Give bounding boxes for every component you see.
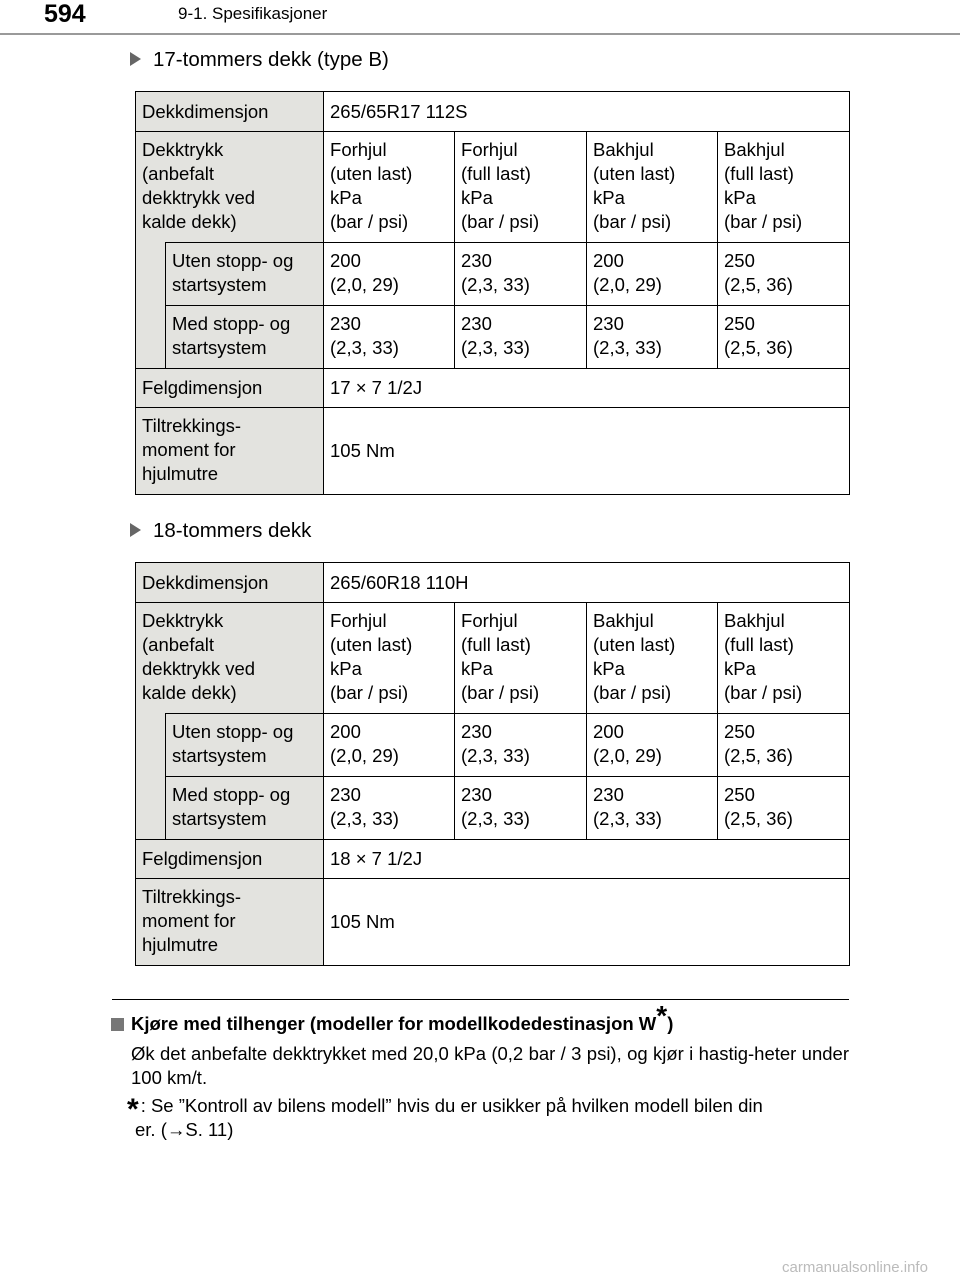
pressure-label: Dekktrykk (anbefalt dekktrykk ved kalde dekk) [136, 132, 324, 243]
heading-text: 17-tommers dekk (type B) [153, 48, 389, 71]
towing-title-text: Kjøre med tilhenger (modeller for modellkodedestinasjon W [131, 1013, 657, 1034]
pressure-value: 230 (2,3, 33) [455, 306, 587, 369]
column-header: Forhjul (full last) kPa (bar / psi) [455, 603, 587, 714]
column-header: Forhjul (uten last) kPa (bar / psi) [324, 132, 455, 243]
table-row [136, 132, 850, 243]
column-header: Bakhjul (uten last) kPa (bar / psi) [587, 603, 718, 714]
row-label: Uten stopp- og startsystem [166, 714, 324, 777]
pressure-value: 200 (2,0, 29) [324, 243, 455, 306]
pressure-label: Dekktrykk (anbefalt dekktrykk ved kalde dekk) [136, 603, 324, 714]
table-row [136, 714, 850, 777]
triangle-bullet-icon [130, 52, 141, 66]
tire-size-value: 265/65R17 112S [324, 92, 850, 132]
torque-label: Tiltrekkings- moment for hjulmutre [136, 408, 324, 495]
table-row [136, 563, 850, 603]
table-row [136, 777, 850, 840]
towing-body: Øk det anbefalte dekktrykket med 20,0 kPa (0,2 bar / 3 psi), og kjør i hastig-heter under 100 km/t. [131, 1043, 849, 1088]
section-title: 9-1. Spesifikasjoner [178, 4, 328, 23]
pressure-value: 230 (2,3, 33) [455, 777, 587, 840]
table-heading-18in [130, 519, 311, 543]
table-row [136, 369, 850, 408]
heading-text: 18-tommers dekk [153, 519, 312, 542]
column-header: Forhjul (full last) kPa (bar / psi) [455, 132, 587, 243]
pressure-value: 230 (2,3, 33) [455, 243, 587, 306]
towing-title-end: ) [667, 1013, 674, 1034]
pressure-value: 230 (2,3, 33) [324, 306, 455, 369]
row-label: Med stopp- og startsystem [166, 306, 324, 369]
pressure-value: 250 (2,5, 36) [718, 306, 850, 369]
table-row [136, 306, 850, 369]
towing-title [111, 999, 674, 1036]
footnote [127, 1094, 849, 1142]
section-divider [112, 999, 849, 1000]
table-row [136, 840, 850, 879]
row-label: Med stopp- og startsystem [166, 777, 324, 840]
footnote-line1: : Se ”Kontroll av bilens modell” hvis du er usikker på hvilken modell bilen din [140, 1095, 763, 1116]
column-header: Bakhjul (full last) kPa (bar / psi) [718, 132, 850, 243]
pressure-value: 200 (2,0, 29) [587, 714, 718, 777]
page-header [0, 0, 960, 34]
pressure-value: 250 (2,5, 36) [718, 777, 850, 840]
rim-size-label: Felgdimensjon [136, 369, 324, 408]
torque-value: 105 Nm [324, 408, 850, 495]
pressure-value: 230 (2,3, 33) [455, 714, 587, 777]
table-row [136, 879, 850, 966]
square-bullet-icon [111, 1018, 124, 1031]
column-header: Forhjul (uten last) kPa (bar / psi) [324, 603, 455, 714]
tire-size-label: Dekkdimensjon [136, 92, 324, 132]
table-row [136, 92, 850, 132]
torque-value: 105 Nm [324, 879, 850, 966]
header-divider [0, 33, 960, 35]
footnote-line2: er. (→S. 11) [135, 1119, 234, 1140]
column-header: Bakhjul (uten last) kPa (bar / psi) [587, 132, 718, 243]
indent-cell [136, 243, 166, 369]
footnote-asterisk: * [127, 1093, 139, 1126]
pressure-value: 250 (2,5, 36) [718, 243, 850, 306]
rim-size-value: 17 × 7 1/2J [324, 369, 850, 408]
table-row [136, 603, 850, 714]
rim-size-value: 18 × 7 1/2J [324, 840, 850, 879]
pressure-value: 230 (2,3, 33) [587, 777, 718, 840]
page-number: 594 [44, 0, 86, 28]
watermark: carmanualsonline.info [782, 1259, 928, 1276]
tire-spec-table-18in [135, 562, 850, 966]
pressure-value: 230 (2,3, 33) [324, 777, 455, 840]
indent-cell [136, 714, 166, 840]
pressure-value: 200 (2,0, 29) [324, 714, 455, 777]
row-label: Uten stopp- og startsystem [166, 243, 324, 306]
column-header: Bakhjul (full last) kPa (bar / psi) [718, 603, 850, 714]
rim-size-label: Felgdimensjon [136, 840, 324, 879]
table-row [136, 408, 850, 495]
triangle-bullet-icon [130, 523, 141, 537]
pressure-value: 250 (2,5, 36) [718, 714, 850, 777]
tire-spec-table-17in [135, 91, 850, 495]
table-heading-17in [130, 48, 389, 72]
torque-label: Tiltrekkings- moment for hjulmutre [136, 879, 324, 966]
tire-size-value: 265/60R18 110H [324, 563, 850, 603]
pressure-value: 230 (2,3, 33) [587, 306, 718, 369]
pressure-value: 200 (2,0, 29) [587, 243, 718, 306]
asterisk-mark: * [656, 999, 668, 1031]
table-row [136, 243, 850, 306]
tire-size-label: Dekkdimensjon [136, 563, 324, 603]
